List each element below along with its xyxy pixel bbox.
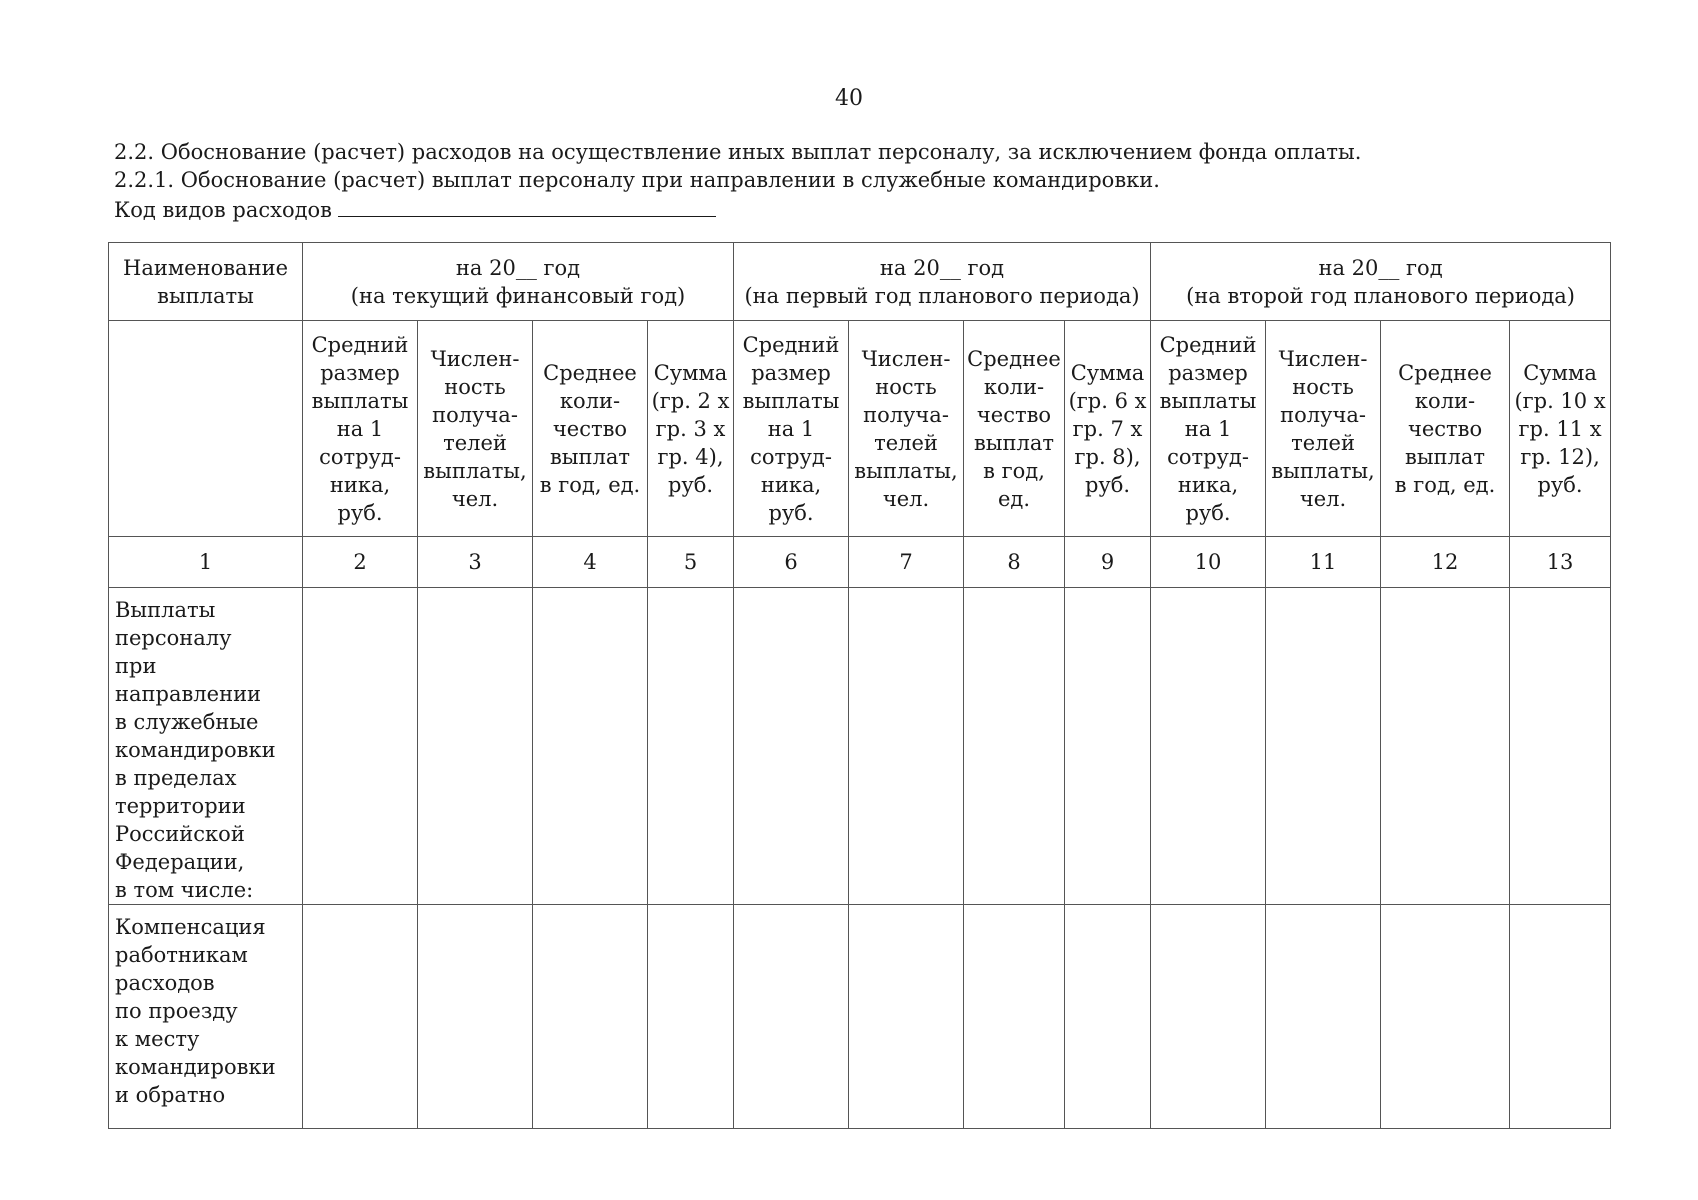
- data-cell[interactable]: [734, 588, 849, 905]
- column-number: 11: [1266, 537, 1381, 588]
- subheader-cell: Сумма (гр. 6 x гр. 7 x гр. 8), руб.: [1065, 321, 1151, 537]
- data-cell[interactable]: [533, 905, 648, 1129]
- subheader-cell: Средний размер выплаты на 1 сотруд- ника, руб.: [734, 321, 849, 537]
- subheader-cell: Среднее коли- чество выплат в год, ед.: [964, 321, 1065, 537]
- subheader-cell: Числен- ность получа- телей выплаты, чел.: [418, 321, 533, 537]
- group-year: на 20__ год: [1318, 255, 1443, 280]
- page-number: 40: [835, 86, 863, 111]
- data-cell[interactable]: [1510, 588, 1611, 905]
- column-number: 6: [734, 537, 849, 588]
- data-cell[interactable]: [303, 905, 418, 1129]
- column-number: 4: [533, 537, 648, 588]
- column-number: 12: [1381, 537, 1510, 588]
- data-cell[interactable]: [303, 588, 418, 905]
- subheader-cell: Средний размер выплаты на 1 сотруд- ника, руб.: [303, 321, 418, 537]
- column-number: 3: [418, 537, 533, 588]
- column-number: 10: [1151, 537, 1266, 588]
- group-period: (на первый год планового периода): [744, 283, 1140, 308]
- subheader-empty: [109, 321, 303, 537]
- group-period: (на текущий финансовый год): [350, 283, 686, 308]
- row-label: Компенсация работникам расходов по проезду к месту командировки и обратно: [109, 905, 303, 1129]
- subheader-cell: Сумма (гр. 10 x гр. 11 x гр. 12), руб.: [1510, 321, 1611, 537]
- group-year: на 20__ год: [879, 255, 1005, 280]
- data-cell[interactable]: [1381, 588, 1510, 905]
- data-cell[interactable]: [1266, 905, 1381, 1129]
- header-payment-name: Наименование выплаты: [109, 243, 303, 321]
- header-group-first-plan-year: [734, 243, 1151, 321]
- subheader-cell: Числен- ность получа- телей выплаты, чел.: [849, 321, 964, 537]
- column-number: 2: [303, 537, 418, 588]
- column-number: 7: [849, 537, 964, 588]
- expense-code-blank: [338, 194, 716, 217]
- column-number-row: [109, 537, 1611, 588]
- table-row: [109, 905, 1611, 1129]
- subheader-cell: Среднее коли- чество выплат в год, ед.: [1381, 321, 1510, 537]
- data-cell[interactable]: [849, 588, 964, 905]
- subheader-cell: Среднее коли- чество выплат в год, ед.: [533, 321, 648, 537]
- subheader-cell: Числен- ность получа- телей выплаты, чел.: [1266, 321, 1381, 537]
- column-number: 1: [109, 537, 303, 588]
- data-cell[interactable]: [1266, 588, 1381, 905]
- data-cell[interactable]: [1065, 588, 1151, 905]
- group-period: (на второй год планового периода): [1186, 283, 1576, 308]
- column-number: 5: [648, 537, 734, 588]
- row-label: Выплаты персоналу при направлении в служебные командировки в пределах территории Российской Федерации, в том числе:: [109, 588, 303, 905]
- section-heading: 2.2. Обоснование (расчет) расходов на осуществление иных выплат персоналу, за исключением фонда оплаты.: [114, 140, 1362, 164]
- table-subheader-row: [109, 321, 1611, 537]
- data-cell[interactable]: [418, 905, 533, 1129]
- expense-code-label: Код видов расходов: [114, 198, 332, 222]
- table-header-row: [109, 243, 1611, 321]
- expense-code-line: [114, 194, 1361, 224]
- data-cell[interactable]: [734, 905, 849, 1129]
- data-cell[interactable]: [1381, 905, 1510, 1129]
- data-cell[interactable]: [964, 905, 1065, 1129]
- data-cell[interactable]: [648, 905, 734, 1129]
- table-row: [109, 588, 1611, 905]
- data-cell[interactable]: [849, 905, 964, 1129]
- subheader-cell: Средний размер выплаты на 1 сотруд- ника, руб.: [1151, 321, 1266, 537]
- data-cell[interactable]: [1151, 905, 1266, 1129]
- data-cell[interactable]: [418, 588, 533, 905]
- header-group-current-year: [303, 243, 734, 321]
- payments-table: [108, 242, 1611, 1129]
- intro-text: [114, 138, 1361, 224]
- header-group-second-plan-year: [1151, 243, 1611, 321]
- subsection-heading: 2.2.1. Обоснование (расчет) выплат персоналу при направлении в служебные командировки.: [114, 168, 1160, 192]
- data-cell[interactable]: [1510, 905, 1611, 1129]
- data-cell[interactable]: [533, 588, 648, 905]
- group-year: на 20__ год: [455, 255, 581, 280]
- column-number: 13: [1510, 537, 1611, 588]
- data-cell[interactable]: [648, 588, 734, 905]
- column-number: 8: [964, 537, 1065, 588]
- column-number: 9: [1065, 537, 1151, 588]
- data-cell[interactable]: [964, 588, 1065, 905]
- data-cell[interactable]: [1065, 905, 1151, 1129]
- subheader-cell: Сумма (гр. 2 x гр. 3 x гр. 4), руб.: [648, 321, 734, 537]
- data-cell[interactable]: [1151, 588, 1266, 905]
